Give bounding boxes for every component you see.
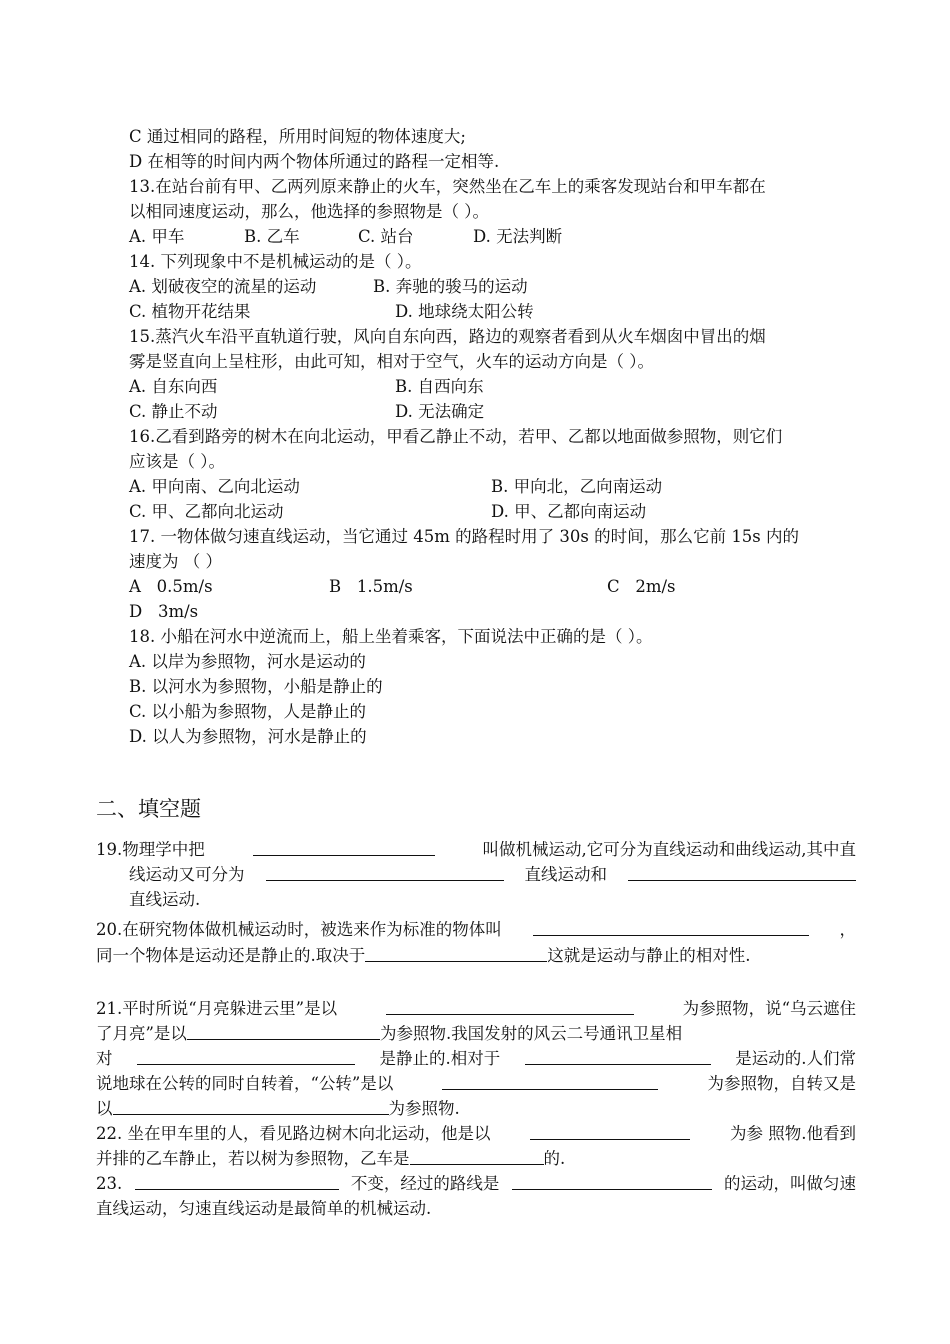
q13-stem-line2: 以相同速度运动，那么，他选择的参照物是（ ）。	[129, 202, 489, 221]
q19-text-2: 叫做机械运动,它可分为直线运动和曲线运动,其中直	[482, 840, 856, 859]
q20-text-2: ，	[839, 920, 856, 939]
q19-line2	[129, 864, 856, 886]
q15-option-c: C. 静止不动	[129, 402, 218, 421]
q17-option-a: A 0.5m/s	[129, 577, 213, 596]
q23-text-2: 不变，经过的路线是	[350, 1174, 500, 1193]
q21-text-9: 为参照物，自转又是	[707, 1074, 856, 1093]
q20-line1	[96, 919, 856, 941]
q19-blank-2[interactable]	[266, 864, 504, 881]
q19-text-5: 直线运动.	[129, 890, 201, 909]
q23-text-4: 直线运动，匀速直线运动是最简单的机械运动.	[96, 1199, 432, 1218]
q22-blank-2[interactable]	[410, 1148, 544, 1165]
q18-option-c: C. 以小船为参照物，人是静止的	[129, 702, 367, 721]
q14-options-row2	[129, 301, 729, 323]
q15-option-b: B. 自西向东	[395, 377, 484, 396]
q21-line3	[96, 1048, 856, 1070]
q18-option-d: D. 以人为参照物，河水是静止的	[129, 727, 367, 746]
option-c-line: C 通过相同的路程，所用时间短的物体速度大;	[129, 127, 466, 146]
q15-stem-line2: 雾是竖直向上呈柱形，由此可知，相对于空气，火车的运动方向是（ ）。	[129, 352, 654, 371]
q21-blank-2[interactable]	[187, 1023, 380, 1040]
q13-options	[129, 226, 629, 248]
q18-stem: 18. 小船在河水中逆流而上，船上坐着乘客，下面说法中正确的是（ ）。	[129, 627, 653, 646]
q19-text-3: 线运动又可分为	[129, 865, 245, 884]
q21-text-2: 为参照物，说“乌云遮住	[682, 999, 856, 1018]
q13-stem-line1: 13.在站台前有甲、乙两列原来静止的火车，突然坐在乙车上的乘客发现站台和甲车都在	[129, 177, 766, 196]
q17-option-b: B 1.5m/s	[329, 577, 413, 596]
q16-option-a: A. 甲向南、乙向北运动	[129, 477, 300, 496]
q23-blank-1[interactable]	[135, 1173, 339, 1190]
q16-stem-line2: 应该是（ ）。	[129, 452, 225, 471]
q18-option-a: A. 以岸为参照物，河水是运动的	[129, 652, 366, 671]
q14-options-row1	[129, 276, 729, 298]
q19-blank-3[interactable]	[628, 864, 856, 881]
q21-text-10: 以	[96, 1099, 113, 1118]
q15-options-row1	[129, 376, 729, 398]
q21-blank-3[interactable]	[137, 1048, 355, 1065]
q16-option-b: B. 甲向北，乙向南运动	[491, 477, 663, 496]
q21-text-4: 为参照物.我国发射的风云二号通讯卫星相	[379, 1024, 683, 1043]
q21-blank-1[interactable]	[386, 998, 634, 1015]
q21-text-5: 对	[96, 1049, 113, 1068]
q15-option-a: A. 自东向西	[129, 377, 218, 396]
q13-option-b: B. 乙车	[244, 227, 300, 246]
q16-option-c: C. 甲、乙都向北运动	[129, 502, 284, 521]
q14-option-c: C. 植物开花结果	[129, 302, 251, 321]
q23-blank-2[interactable]	[512, 1173, 712, 1190]
q20-line2	[96, 945, 751, 967]
q21-line5	[96, 1098, 460, 1120]
q23-line1	[96, 1173, 856, 1195]
q22-text-4: 的.	[543, 1149, 566, 1168]
q21-text-7: 是运动的.人们常	[735, 1049, 856, 1068]
q13-option-d: D. 无法判断	[473, 227, 563, 246]
q19-text-1: 19.物理学中把	[96, 840, 205, 859]
q22-blank-1[interactable]	[530, 1123, 690, 1140]
q13-option-a: A. 甲车	[129, 227, 185, 246]
q22-line1	[96, 1123, 856, 1145]
q21-blank-6[interactable]	[113, 1098, 389, 1115]
q20-blank-2[interactable]	[365, 945, 547, 962]
q18-option-b: B. 以河水为参照物，小船是静止的	[129, 677, 383, 696]
q20-text-3: 同一个物体是运动还是静止的.取决于	[96, 946, 366, 965]
q23-text-1: 23.	[96, 1174, 123, 1193]
q14-option-b: B. 奔驰的骏马的运动	[373, 277, 528, 296]
q20-text-1: 20.在研究物体做机械运动时，被选来作为标准的物体叫	[96, 920, 502, 939]
q21-blank-5[interactable]	[442, 1073, 658, 1090]
q21-text-6: 是静止的.相对于	[379, 1049, 501, 1068]
q16-options-row1	[129, 476, 829, 498]
q16-option-d: D. 甲、乙都向南运动	[491, 502, 647, 521]
q15-option-d: D. 无法确定	[395, 402, 485, 421]
q13-option-c: C. 站台	[358, 227, 414, 246]
q15-stem-line1: 15.蒸汽火车沿平直轨道行驶，风向自东向西，路边的观察者看到从火车烟囱中冒出的烟	[129, 327, 766, 346]
q17-stem-line1: 17. 一物体做匀速直线运动，当它通过 45m 的路程时用了 30s 的时间，那么它前 15s 内的	[129, 527, 800, 546]
q21-text-1: 21.平时所说“月亮躲进云里”是以	[96, 999, 338, 1018]
q16-options-row2	[129, 501, 829, 523]
q22-text-3: 并排的乙车静止，若以树为参照物，乙车是	[96, 1149, 410, 1168]
q19-text-4: 直线运动和	[524, 865, 607, 884]
q16-stem-line1: 16.乙看到路旁的树木在向北运动，甲看乙静止不动，若甲、乙都以地面做参照物，则它们	[129, 427, 783, 446]
q19-line1	[96, 839, 856, 861]
q21-blank-4[interactable]	[525, 1048, 711, 1065]
q22-text-1: 22. 坐在甲车里的人，看见路边树木向北运动，他是以	[96, 1124, 491, 1143]
q15-options-row2	[129, 401, 729, 423]
q19-blank-1[interactable]	[253, 839, 435, 856]
q21-line2	[96, 1023, 682, 1045]
section-heading-fill-in: 二、填空题	[96, 797, 201, 821]
q21-text-11: 为参照物.	[388, 1099, 460, 1118]
q17-stem-line2: 速度为 （ ）	[129, 552, 222, 571]
option-d-line: D 在相等的时间内两个物体所通过的路程一定相等.	[129, 152, 500, 171]
q21-line1	[96, 998, 856, 1020]
q21-text-3: 了月亮”是以	[96, 1024, 187, 1043]
q22-text-2: 为参 照物.他看到	[730, 1124, 856, 1143]
q14-option-a: A. 划破夜空的流星的运动	[129, 277, 317, 296]
q20-text-4: 这就是运动与静止的相对性.	[547, 946, 751, 965]
q17-option-c: C 2m/s	[607, 577, 676, 596]
q14-stem: 14. 下列现象中不是机械运动的是（ ）。	[129, 252, 422, 271]
q14-option-d: D. 地球绕太阳公转	[395, 302, 534, 321]
q21-line4	[96, 1073, 856, 1095]
q21-text-8: 说地球在公转的同时自转着，“公转”是以	[96, 1074, 394, 1093]
q17-option-d: D 3m/s	[129, 602, 199, 621]
q20-blank-1[interactable]	[533, 919, 809, 936]
q17-options-row1	[129, 576, 729, 598]
q22-line2	[96, 1148, 565, 1170]
q23-text-3: 的运动，叫做匀速	[724, 1174, 856, 1193]
